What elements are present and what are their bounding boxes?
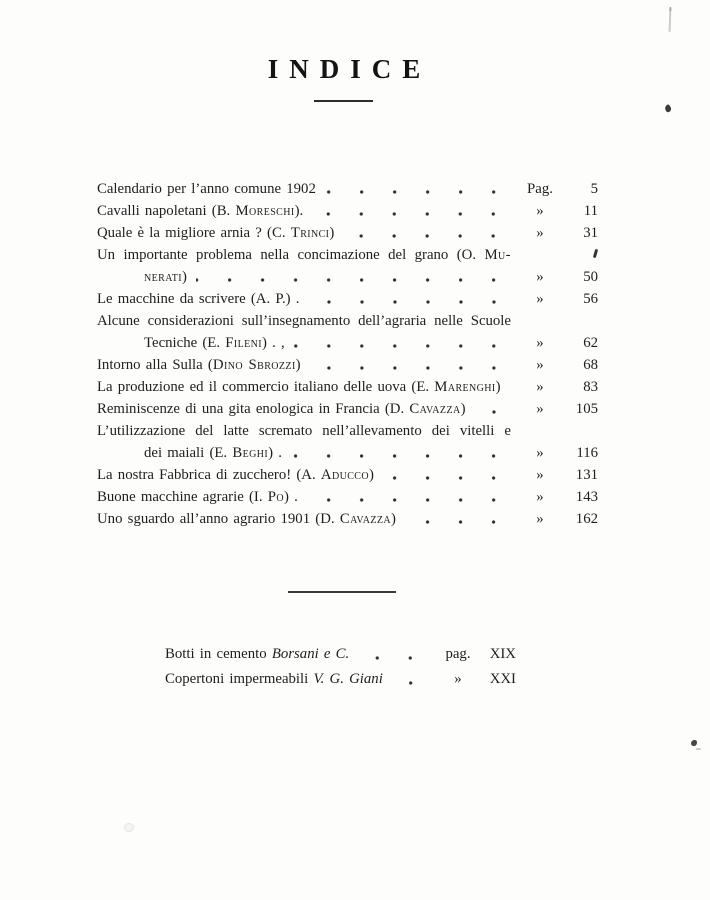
text-segment: Tecniche (E. <box>144 335 226 351</box>
text-segment: Cavazza <box>339 511 392 527</box>
dot-leader <box>307 486 520 508</box>
text-segment: Moreschi <box>235 203 295 219</box>
text-segment: Reminiscenze di una gita enologica in Francia (D. <box>97 401 410 417</box>
entry-title <box>97 398 466 420</box>
entry-title <box>97 244 511 266</box>
page-label: pag. <box>445 646 471 662</box>
page-number: 143 <box>575 489 598 505</box>
page-label: » <box>536 401 544 417</box>
dot-leader <box>343 222 520 244</box>
text-segment: La produzione ed il commercio italiano delle uova (E. <box>97 379 435 395</box>
page-number: 5 <box>590 181 598 197</box>
dot-leader <box>383 464 520 486</box>
page-label: » <box>536 203 544 219</box>
text-segment: ) <box>460 401 466 417</box>
scan-artifact-speck <box>691 740 697 746</box>
scan-artifact-mark <box>664 104 673 113</box>
page-label: Pag. <box>527 181 553 197</box>
text-segment: Botti in cemento <box>165 646 272 662</box>
page-label: » <box>536 511 544 527</box>
text-segment: ) <box>295 357 301 373</box>
page-label: » <box>536 445 544 461</box>
page-number: 11 <box>583 203 598 219</box>
toc-row <box>97 200 598 222</box>
scan-artifact-speck <box>696 748 701 750</box>
entry-title <box>97 354 301 376</box>
text-segment: ) . <box>284 489 298 505</box>
text-segment: Buone macchine agrarie (I. <box>97 489 268 505</box>
text-segment: Marenghi <box>434 379 496 395</box>
toc-row <box>97 442 598 464</box>
entry-title <box>97 486 298 508</box>
text-segment: ) <box>181 269 187 285</box>
dot-leader <box>294 332 520 354</box>
page-number: 50 <box>583 269 598 285</box>
page-label: » <box>536 467 544 483</box>
toc-row <box>97 354 598 376</box>
text-segment: Borsani e C. <box>271 646 350 662</box>
toc-row <box>97 420 598 442</box>
text-segment: Un importante problema nella concimazione del grano (O. <box>97 247 485 263</box>
text-segment: Po <box>267 489 285 505</box>
text-segment: Aducco <box>320 467 369 483</box>
page-number: 68 <box>583 357 598 373</box>
entry-title <box>97 266 187 288</box>
page-label: » <box>536 269 544 285</box>
toc-row <box>97 376 598 398</box>
page-number: XIX <box>489 646 516 662</box>
page-number: 31 <box>583 225 598 241</box>
entry-title <box>97 200 303 222</box>
text-segment: Cavalli napoletani (B. <box>97 203 236 219</box>
ad-row <box>165 667 516 692</box>
text-segment: Uno sguardo all’anno agrario 1901 (D. <box>97 511 340 527</box>
page-number: 105 <box>575 401 598 417</box>
page-number: 162 <box>575 511 598 527</box>
page-label: » <box>536 225 544 241</box>
text-segment: V. G. Giani <box>313 671 383 687</box>
entry-title <box>97 310 511 332</box>
toc-row <box>97 244 598 266</box>
scan-artifact-line <box>669 7 672 32</box>
page-number: 62 <box>583 335 598 351</box>
entry-title <box>97 332 285 354</box>
scan-artifact-speck <box>124 823 134 832</box>
toc-row <box>97 486 598 508</box>
text-segment: Trinci <box>290 225 330 241</box>
dot-leader <box>291 442 520 464</box>
dot-leader <box>405 508 520 530</box>
toc-row <box>97 222 598 244</box>
toc-row <box>97 178 598 200</box>
text-segment: dei maiali (E. <box>144 445 233 461</box>
entry-title <box>165 667 383 692</box>
text-segment: ) <box>391 511 396 527</box>
text-segment: ) . , <box>261 335 285 351</box>
text-segment: nerati <box>144 269 182 285</box>
text-segment: Cavazza <box>409 401 461 417</box>
entry-title <box>97 376 501 398</box>
page-number: XXI <box>489 671 516 687</box>
page-number: 116 <box>576 445 598 461</box>
page-label: » <box>454 671 462 687</box>
dot-leader <box>312 200 520 222</box>
text-segment: Calendario per l’anno comune 1902 <box>97 181 316 197</box>
toc-row <box>97 464 598 486</box>
page-label: » <box>536 335 544 351</box>
dot-leader <box>310 354 520 376</box>
page-number: 56 <box>583 291 598 307</box>
toc-row <box>97 288 598 310</box>
page-number: 83 <box>583 379 598 395</box>
page-title: INDICE <box>267 54 432 84</box>
text-segment: ) <box>495 379 501 395</box>
toc-row <box>97 266 598 288</box>
text-segment: ) <box>329 225 335 241</box>
text-segment: Intorno alla Sulla ( <box>97 357 213 373</box>
toc-row <box>97 398 598 420</box>
title-divider <box>314 100 373 102</box>
entry-title <box>97 178 316 200</box>
toc-list <box>97 178 598 530</box>
page-label: » <box>536 379 544 395</box>
text-segment: Mu- <box>484 247 511 263</box>
ad-row <box>165 642 516 667</box>
text-segment: Le macchine da scrivere (A. P.) . <box>97 291 300 307</box>
dot-leader <box>196 266 520 288</box>
toc-row <box>97 310 598 332</box>
entry-title <box>165 642 349 667</box>
toc-row <box>97 332 598 354</box>
page-label: » <box>536 357 544 373</box>
entry-title <box>97 508 396 530</box>
entry-title <box>97 288 300 310</box>
advertiser-index-list <box>165 642 516 692</box>
text-segment: Fileni <box>225 335 262 351</box>
page-label: » <box>536 489 544 505</box>
entry-title <box>97 420 511 442</box>
dot-leader <box>392 667 435 692</box>
page-number: 131 <box>575 467 598 483</box>
text-segment: ) . <box>268 445 282 461</box>
entry-title <box>97 464 374 486</box>
text-segment: L’utilizzazione del latte scremato nell’allevamento dei vitelli e <box>97 423 511 439</box>
text-segment: Alcune considerazioni sull’insegnamento dell’agraria nelle Scuole <box>97 313 511 329</box>
dot-leader <box>475 398 520 420</box>
dot-leader <box>358 642 435 667</box>
text-segment: Quale è la migliore arnia ? (C. <box>97 225 291 241</box>
text-segment: La nostra Fabbrica di zucchero! (A. <box>97 467 321 483</box>
text-segment: Dino Sbrozzi <box>212 357 296 373</box>
section-divider <box>288 591 396 593</box>
text-segment: Copertoni impermeabili <box>165 671 314 687</box>
text-segment: Beghi <box>232 445 269 461</box>
text-segment: ). <box>294 203 304 219</box>
text-segment: ) <box>368 467 374 483</box>
entry-title <box>97 442 282 464</box>
dot-leader <box>510 376 520 398</box>
entry-title <box>97 222 334 244</box>
page-label: » <box>536 291 544 307</box>
dot-leader <box>309 288 520 310</box>
dot-leader <box>325 178 520 200</box>
toc-row <box>97 508 598 530</box>
